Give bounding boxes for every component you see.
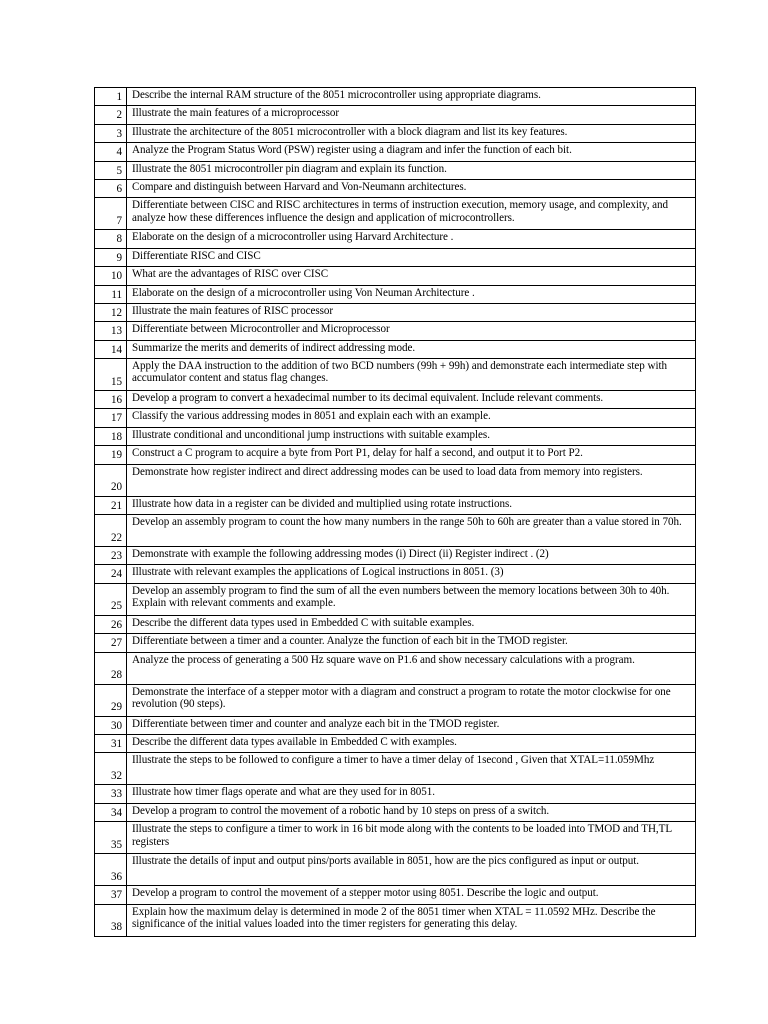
table-row bbox=[95, 106, 696, 124]
question-number: 5 bbox=[95, 161, 127, 179]
table-row bbox=[95, 652, 696, 684]
question-number: 23 bbox=[95, 547, 127, 565]
question-number: 19 bbox=[95, 446, 127, 464]
question-text: Elaborate on the design of a microcontroller using Von Neuman Architecture . bbox=[127, 285, 696, 303]
question-number: 28 bbox=[95, 652, 127, 684]
question-number: 11 bbox=[95, 285, 127, 303]
question-number: 25 bbox=[95, 583, 127, 615]
question-text: Compare and distinguish between Harvard and Von-Neumann architectures. bbox=[127, 179, 696, 197]
table-row bbox=[95, 904, 696, 936]
question-text: Illustrate the main features of a microprocessor bbox=[127, 106, 696, 124]
question-text: Analyze the Program Status Word (PSW) register using a diagram and infer the function of each bit. bbox=[127, 143, 696, 161]
question-text: Describe the different data types available in Embedded C with examples. bbox=[127, 734, 696, 752]
question-number: 34 bbox=[95, 803, 127, 821]
question-number: 4 bbox=[95, 143, 127, 161]
table-row bbox=[95, 161, 696, 179]
question-text: Illustrate the 8051 microcontroller pin diagram and explain its function. bbox=[127, 161, 696, 179]
table-row bbox=[95, 822, 696, 854]
question-number: 12 bbox=[95, 303, 127, 321]
question-text: Illustrate the steps to configure a timer to work in 16 bit mode along with the contents to be loaded into TMOD and TH,TL registers bbox=[127, 822, 696, 854]
table-row bbox=[95, 803, 696, 821]
question-text: Analyze the process of generating a 500 Hz square wave on P1.6 and show necessary calculations with a program. bbox=[127, 652, 696, 684]
question-number: 22 bbox=[95, 515, 127, 547]
question-text: Develop an assembly program to find the sum of all the even numbers between the memory locations between 30h to 40h. Explain with relevant comments and example. bbox=[127, 583, 696, 615]
question-text: Differentiate RISC and CISC bbox=[127, 248, 696, 266]
question-number: 7 bbox=[95, 198, 127, 230]
table-row bbox=[95, 409, 696, 427]
question-text: Differentiate between timer and counter and analyze each bit in the TMOD register. bbox=[127, 716, 696, 734]
table-row bbox=[95, 88, 696, 106]
table-row bbox=[95, 615, 696, 633]
table-row bbox=[95, 340, 696, 358]
question-text: Illustrate conditional and unconditional jump instructions with suitable examples. bbox=[127, 427, 696, 445]
question-text: Describe the different data types used in Embedded C with suitable examples. bbox=[127, 615, 696, 633]
question-text: Demonstrate how register indirect and direct addressing modes can be used to load data from memory into registers. bbox=[127, 464, 696, 496]
question-text: Demonstrate the interface of a stepper motor with a diagram and construct a program to rotate the motor clockwise for one revolution (90 steps). bbox=[127, 684, 696, 716]
question-number: 9 bbox=[95, 248, 127, 266]
table-row bbox=[95, 322, 696, 340]
table-row bbox=[95, 547, 696, 565]
table-row bbox=[95, 496, 696, 514]
table-row bbox=[95, 143, 696, 161]
question-text: Illustrate the steps to be followed to configure a timer to have a timer delay of 1second , Given that XTAL=11.059Mhz bbox=[127, 753, 696, 785]
table-row bbox=[95, 303, 696, 321]
table-row bbox=[95, 230, 696, 248]
question-text: Elaborate on the design of a microcontroller using Harvard Architecture . bbox=[127, 230, 696, 248]
table-row bbox=[95, 785, 696, 803]
question-text: Demonstrate with example the following addressing modes (i) Direct (ii) Register indirect . (2) bbox=[127, 547, 696, 565]
question-text: Illustrate with relevant examples the applications of Logical instructions in 8051. (3) bbox=[127, 565, 696, 583]
question-number: 20 bbox=[95, 464, 127, 496]
question-text: Illustrate the architecture of the 8051 microcontroller with a block diagram and list its key features. bbox=[127, 124, 696, 142]
table-row bbox=[95, 359, 696, 391]
table-row bbox=[95, 734, 696, 752]
question-number: 33 bbox=[95, 785, 127, 803]
question-text: Differentiate between Microcontroller and Microprocessor bbox=[127, 322, 696, 340]
question-table bbox=[94, 87, 696, 937]
table-row bbox=[95, 267, 696, 285]
question-number: 10 bbox=[95, 267, 127, 285]
question-text: What are the advantages of RISC over CISC bbox=[127, 267, 696, 285]
question-number: 38 bbox=[95, 904, 127, 936]
table-row bbox=[95, 515, 696, 547]
question-text: Develop a program to control the movement of a robotic hand by 10 steps on press of a switch. bbox=[127, 803, 696, 821]
question-text: Describe the internal RAM structure of the 8051 microcontroller using appropriate diagrams. bbox=[127, 88, 696, 106]
question-number: 2 bbox=[95, 106, 127, 124]
question-list bbox=[95, 88, 696, 937]
table-row bbox=[95, 248, 696, 266]
question-text: Develop a program to control the movement of a stepper motor using 8051. Describe the logic and output. bbox=[127, 886, 696, 904]
table-row bbox=[95, 427, 696, 445]
question-number: 35 bbox=[95, 822, 127, 854]
question-number: 24 bbox=[95, 565, 127, 583]
question-number: 30 bbox=[95, 716, 127, 734]
table-row bbox=[95, 124, 696, 142]
question-number: 15 bbox=[95, 359, 127, 391]
question-text: Illustrate the details of input and output pins/ports available in 8051, how are the pics configured as input or output. bbox=[127, 854, 696, 886]
question-text: Illustrate how data in a register can be divided and multiplied using rotate instructions. bbox=[127, 496, 696, 514]
question-number: 8 bbox=[95, 230, 127, 248]
table-row bbox=[95, 583, 696, 615]
table-row bbox=[95, 179, 696, 197]
question-number: 6 bbox=[95, 179, 127, 197]
table-row bbox=[95, 464, 696, 496]
question-number: 27 bbox=[95, 634, 127, 652]
table-row bbox=[95, 198, 696, 230]
table-row bbox=[95, 446, 696, 464]
question-number: 13 bbox=[95, 322, 127, 340]
table-row bbox=[95, 285, 696, 303]
table-row bbox=[95, 565, 696, 583]
question-text: Illustrate how timer flags operate and what are they used for in 8051. bbox=[127, 785, 696, 803]
table-row bbox=[95, 634, 696, 652]
question-number: 21 bbox=[95, 496, 127, 514]
question-text: Apply the DAA instruction to the addition of two BCD numbers (99h + 99h) and demonstrate each intermediate step with accumulator content and status flag changes. bbox=[127, 359, 696, 391]
table-row bbox=[95, 391, 696, 409]
question-text: Explain how the maximum delay is determined in mode 2 of the 8051 timer when XTAL = 11.0592 MHz. Describe the significance of the initial values loaded into the timer registers for generating this delay. bbox=[127, 904, 696, 936]
question-number: 14 bbox=[95, 340, 127, 358]
table-row bbox=[95, 854, 696, 886]
table-row bbox=[95, 753, 696, 785]
question-number: 18 bbox=[95, 427, 127, 445]
question-text: Differentiate between a timer and a counter. Analyze the function of each bit in the TMOD register. bbox=[127, 634, 696, 652]
question-number: 37 bbox=[95, 886, 127, 904]
question-text: Develop an assembly program to count the how many numbers in the range 50h to 60h are greater than a value stored in 70h. bbox=[127, 515, 696, 547]
question-text: Develop a program to convert a hexadecimal number to its decimal equivalent. Include relevant comments. bbox=[127, 391, 696, 409]
question-number: 16 bbox=[95, 391, 127, 409]
question-number: 3 bbox=[95, 124, 127, 142]
question-text: Construct a C program to acquire a byte from Port P1, delay for half a second, and output it to Port P2. bbox=[127, 446, 696, 464]
question-text: Differentiate between CISC and RISC architectures in terms of instruction execution, memory usage, and complexity, and analyze how these differences influence the design and application of microcontrollers. bbox=[127, 198, 696, 230]
question-number: 1 bbox=[95, 88, 127, 106]
question-number: 31 bbox=[95, 734, 127, 752]
question-number: 29 bbox=[95, 684, 127, 716]
question-text: Classify the various addressing modes in 8051 and explain each with an example. bbox=[127, 409, 696, 427]
question-text: Summarize the merits and demerits of indirect addressing mode. bbox=[127, 340, 696, 358]
question-text: Illustrate the main features of RISC processor bbox=[127, 303, 696, 321]
table-row bbox=[95, 716, 696, 734]
table-row bbox=[95, 886, 696, 904]
table-row bbox=[95, 684, 696, 716]
question-number: 36 bbox=[95, 854, 127, 886]
question-number: 26 bbox=[95, 615, 127, 633]
question-number: 32 bbox=[95, 753, 127, 785]
question-number: 17 bbox=[95, 409, 127, 427]
